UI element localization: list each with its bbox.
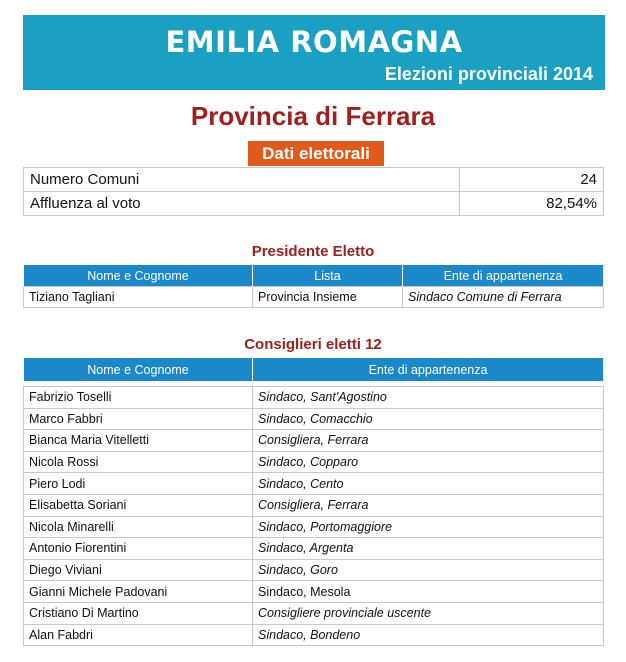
table-row (24, 387, 604, 409)
consigliere-name: Elisabetta Soriani (24, 494, 253, 516)
header-nome: Nome e Cognome (24, 358, 253, 382)
table-row (24, 581, 604, 603)
header-lista: Lista (253, 265, 403, 287)
presidente-ente: Sindaco Comune di Ferrara (403, 287, 604, 308)
election-subtitle: Elezioni provinciali 2014 (384, 64, 593, 84)
table-row (24, 602, 604, 624)
consiglieri-title: Consiglieri eletti 12 (244, 336, 382, 353)
consigliere-name: Piero Lodi (24, 473, 253, 495)
consigliere-ente: Sindaco, Goro (253, 559, 604, 581)
table-row (24, 624, 604, 646)
consigliere-ente: Sindaco, Comacchio (253, 408, 604, 430)
consigliere-ente: Sindaco, Sant'Agostino (253, 387, 604, 409)
header-nome: Nome e Cognome (24, 265, 253, 287)
table-row (24, 451, 604, 473)
numero-comuni-value: 24 (460, 168, 604, 192)
consigliere-ente: Sindaco, Bondeno (253, 624, 604, 646)
table-row (24, 168, 604, 192)
header-ente: Ente di appartenenza (403, 265, 604, 287)
table-row (24, 559, 604, 581)
consigliere-name: Bianca Maria Vitelletti (24, 430, 253, 452)
table-row (24, 192, 604, 216)
consigliere-name: Cristiano Di Martino (24, 602, 253, 624)
header-banner (23, 15, 605, 90)
dati-elettorali-badge: Dati elettorali (248, 141, 384, 166)
affluenza-value: 82,54% (460, 192, 604, 216)
table-row (24, 430, 604, 452)
consigliere-name: Alan Fabdri (24, 624, 253, 646)
consigliere-ente: Sindaco, Portomaggiore (253, 516, 604, 538)
numero-comuni-label: Numero Comuni (24, 168, 460, 192)
consigliere-name: Antonio Fiorentini (24, 538, 253, 560)
table-row (24, 408, 604, 430)
consigliere-ente: Consigliera, Ferrara (253, 430, 604, 452)
consigliere-ente: Sindaco, Argenta (253, 538, 604, 560)
presidente-table (23, 264, 604, 308)
consigliere-name: Marco Fabbri (24, 408, 253, 430)
presidente-name: Tiziano Tagliani (24, 287, 253, 308)
dati-table (23, 167, 604, 216)
table-row (24, 494, 604, 516)
table-row (24, 538, 604, 560)
consigliere-ente: Consigliera, Ferrara (253, 494, 604, 516)
region-title: EMILIA ROMAGNA (165, 25, 463, 59)
consigliere-ente: Sindaco, Mesola (253, 581, 604, 603)
consigliere-name: Nicola Rossi (24, 451, 253, 473)
consigliere-name: Nicola Minarelli (24, 516, 253, 538)
consigliere-ente: Sindaco, Cento (253, 473, 604, 495)
consigliere-ente: Consigliere provinciale uscente (253, 602, 604, 624)
header-ente: Ente di appartenenza (253, 358, 604, 382)
consigliere-name: Fabrizio Toselli (24, 387, 253, 409)
table-row (24, 516, 604, 538)
province-title: Provincia di Ferrara (190, 101, 436, 131)
consigliere-ente: Sindaco, Copparo (253, 451, 604, 473)
consiglieri-table (23, 357, 604, 646)
affluenza-label: Affluenza al voto (24, 192, 460, 216)
consigliere-name: Diego Viviani (24, 559, 253, 581)
presidente-title: Presidente Eletto (251, 243, 375, 260)
table-row (24, 287, 604, 308)
presidente-lista: Provincia Insieme (253, 287, 403, 308)
table-row (24, 473, 604, 495)
consigliere-name: Gianni Michele Padovani (24, 581, 253, 603)
